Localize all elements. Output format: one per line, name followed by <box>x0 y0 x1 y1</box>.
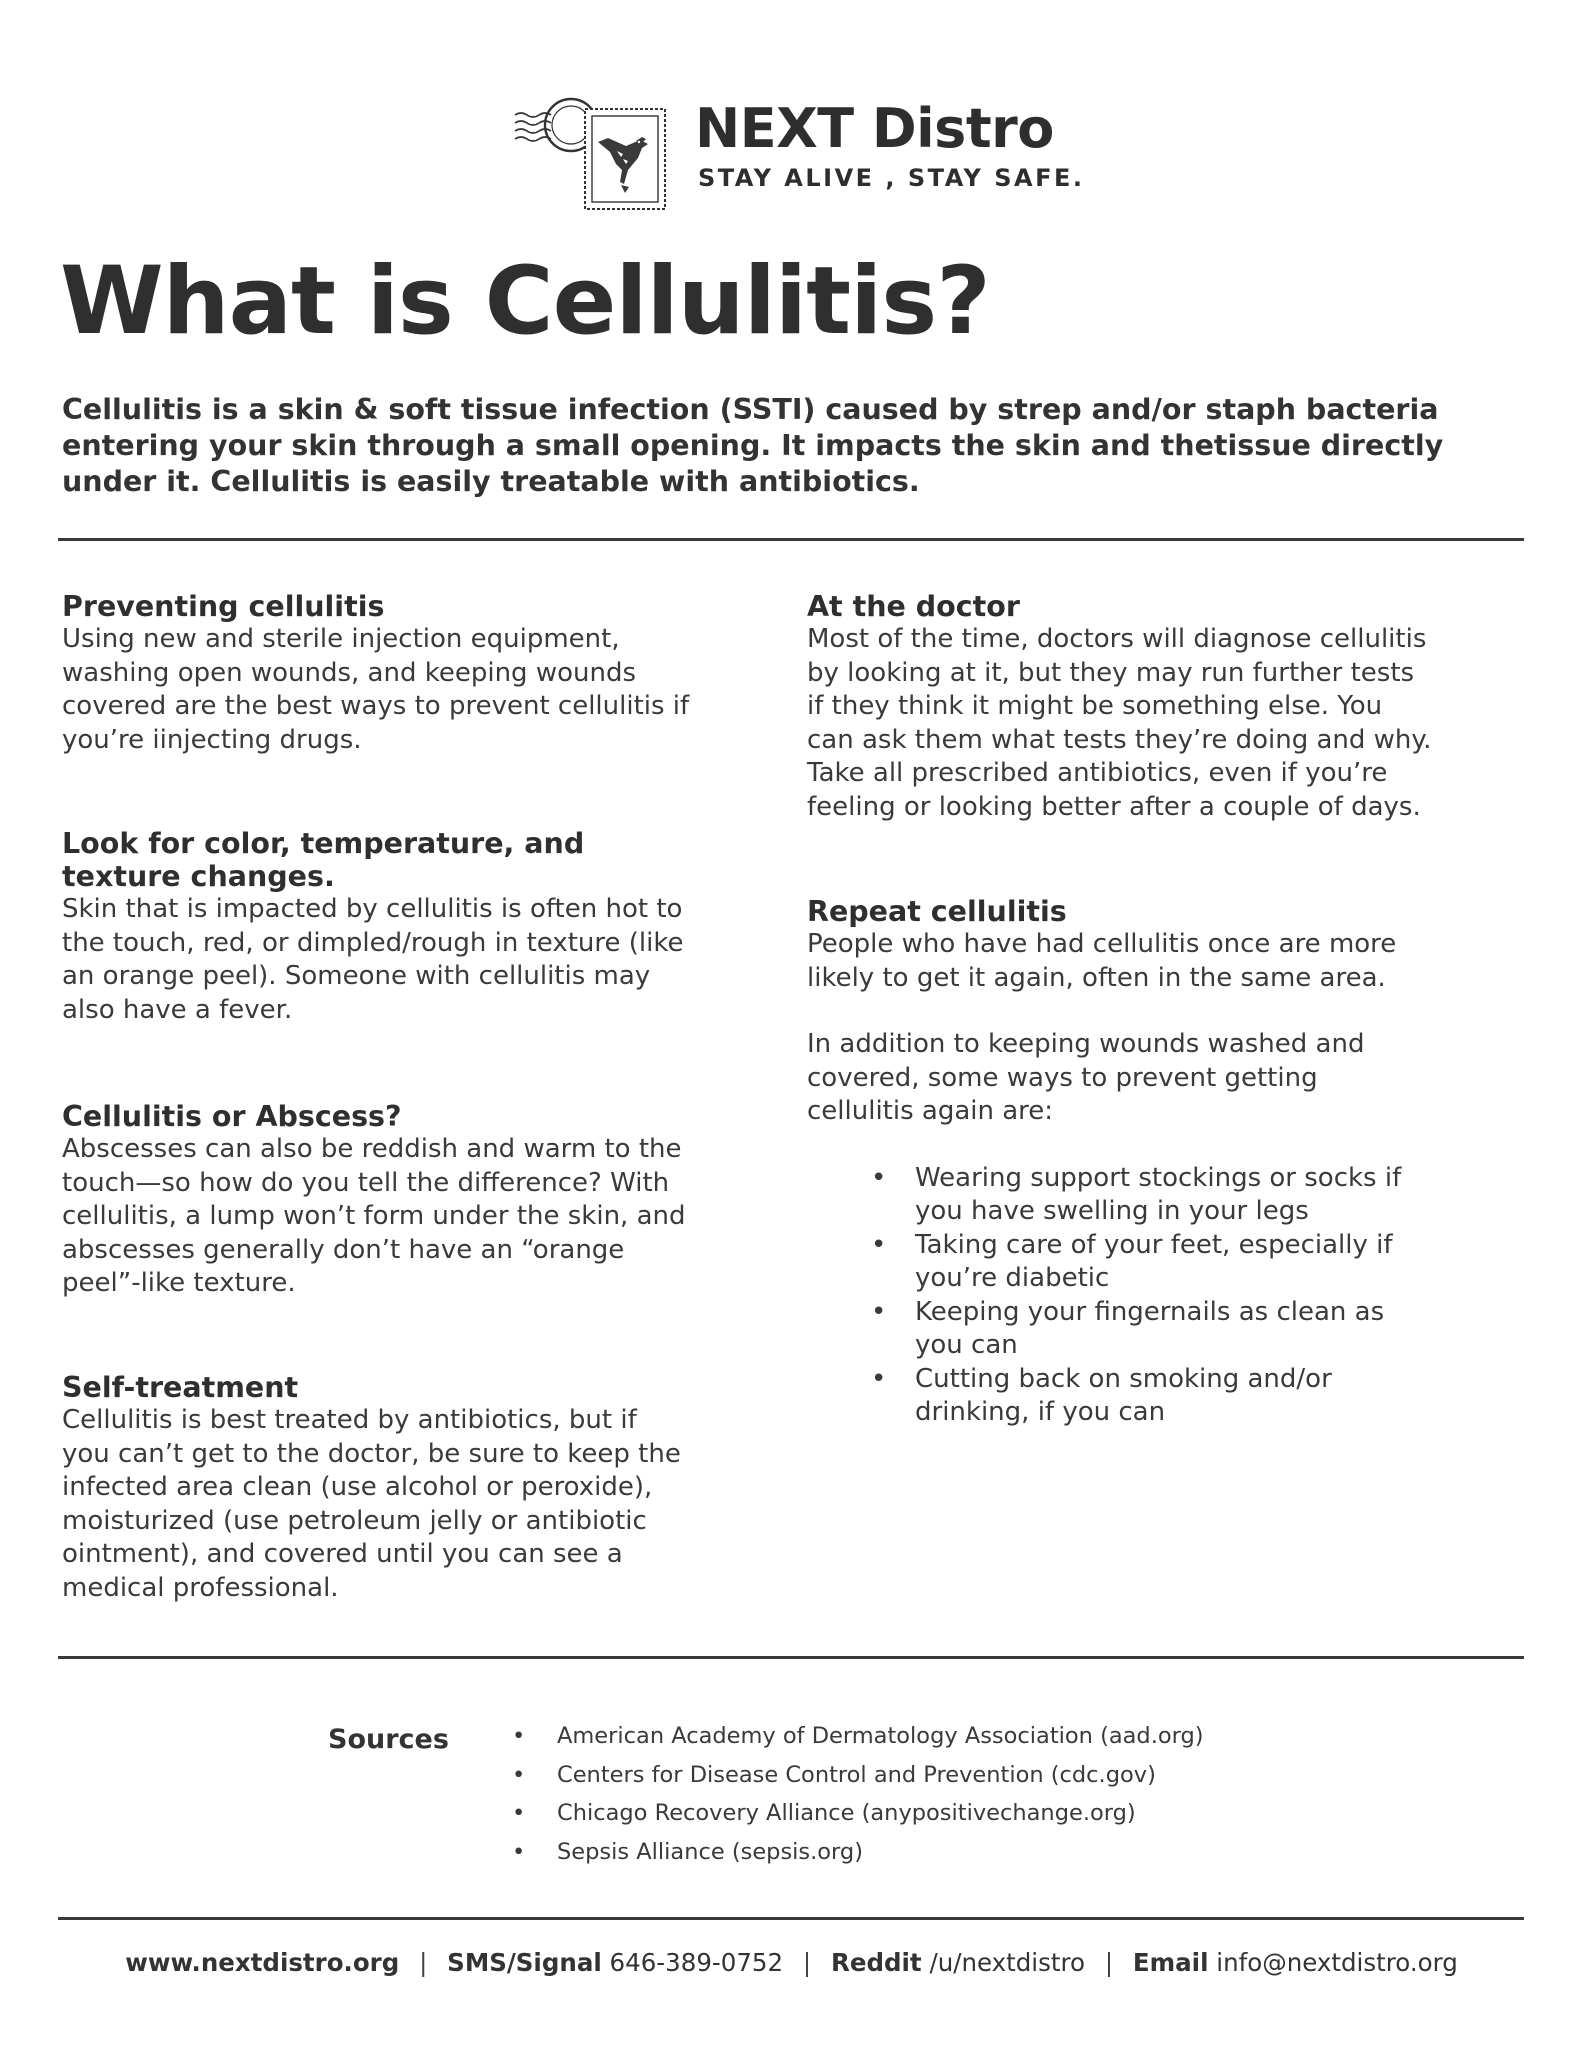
section-heading: Repeat cellulitis <box>807 895 1067 928</box>
intro-paragraph <box>62 392 1502 500</box>
section-text <box>62 893 782 1027</box>
section-heading <box>62 827 782 893</box>
section-repeat-cellulitis <box>807 895 1527 1430</box>
list-item: • Taking care of your feet, especially if you’re diabetic <box>915 1229 1527 1296</box>
text-line: cellulitis again are: <box>807 1096 1054 1126</box>
text-line: Using new and sterile injection equipment, <box>62 624 620 654</box>
sources-divider <box>58 1656 1524 1659</box>
section-heading: Self-treatment <box>62 1371 299 1404</box>
text-line: Abscesses can also be reddish and warm to the <box>62 1134 682 1164</box>
source-text: Sepsis Alliance (sepsis.org) <box>557 1838 863 1865</box>
text-line: cellulitis, a lump won’t form under the skin, and <box>62 1201 686 1231</box>
source-item: • Chicago Recovery Alliance (anypositivechange.org) <box>512 1800 1136 1826</box>
text-line: you’re diabetic <box>915 1263 1110 1293</box>
section-at-the-doctor <box>807 590 1527 824</box>
list-item: • Wearing support stockings or socks if you have swelling in your legs <box>915 1162 1527 1229</box>
text-line: abscesses generally don’t have an “orange <box>62 1234 625 1265</box>
brand-tagline: STAY ALIVE , STAY SAFE. <box>698 164 1085 192</box>
source-text: American Academy of Dermatology Association (aad.org) <box>557 1723 1204 1749</box>
website-link[interactable]: www.nextdistro.org <box>125 1948 400 1977</box>
reddit-label: Reddit <box>830 1948 922 1977</box>
reddit-link[interactable]: /u/nextdistro <box>929 1948 1086 1977</box>
section-look-for-changes <box>62 827 782 1027</box>
heading-line: Look for color, temperature, and <box>62 827 585 860</box>
footer-separator: | <box>419 1948 428 1977</box>
text-line: you’re iinjecting drugs. <box>62 724 362 755</box>
list-item: • Keeping your fingernails as clean as you can <box>915 1296 1527 1363</box>
list-item: • Cutting back on smoking and/or drinking, if you can <box>915 1363 1527 1430</box>
section-text <box>807 1028 1527 1129</box>
sources-label: Sources <box>328 1724 449 1755</box>
text-line: Cutting back on smoking and/or <box>915 1363 1332 1394</box>
source-text: Chicago Recovery Alliance (anypositivechange.org) <box>557 1800 1136 1826</box>
text-line: ointment), and covered until you can see a <box>62 1539 623 1569</box>
text-line: washing open wounds, and keeping wounds <box>62 657 637 688</box>
source-item: • Centers for Disease Control and Prevention (cdc.gov) <box>512 1761 1156 1788</box>
text-line: if they think it might be something else. You <box>807 691 1383 721</box>
text-line: you can’t get to the doctor, be sure to keep the <box>62 1438 681 1469</box>
footer-contact <box>0 1948 1583 1977</box>
postage-stamp-logo-icon <box>513 93 680 213</box>
text-line: In addition to keeping wounds washed and <box>807 1029 1365 1059</box>
intro-line: entering your skin through a small opening. It impacts the skin and thetissue directly <box>62 429 1444 462</box>
source-item: • Sepsis Alliance (sepsis.org) <box>512 1838 863 1865</box>
source-item: • American Academy of Dermatology Association (aad.org) <box>512 1723 1204 1749</box>
section-text <box>62 1133 782 1301</box>
source-text: Centers for Disease Control and Prevention (cdc.gov) <box>557 1761 1156 1788</box>
text-line: drinking, if you can <box>915 1397 1166 1427</box>
text-line: moisturized (use petroleum jelly or antibiotic <box>62 1505 647 1536</box>
text-line: Cellulitis is best treated by antibiotics, but if <box>62 1405 637 1435</box>
section-text <box>807 623 1527 824</box>
text-line: covered are the best ways to prevent cellulitis if <box>62 691 690 721</box>
text-line: by looking at it, but they may run further tests <box>807 657 1415 688</box>
text-line: you have swelling in your legs <box>915 1196 1309 1226</box>
section-self-treatment <box>62 1371 782 1605</box>
text-line: Keeping your fingernails as clean as <box>915 1296 1385 1327</box>
text-line: People who have had cellulitis once are more <box>807 929 1397 959</box>
section-cellulitis-or-abscess <box>62 1100 782 1301</box>
top-divider <box>58 538 1524 541</box>
section-text <box>807 928 1527 995</box>
section-heading: At the doctor <box>807 590 1020 623</box>
section-heading: Cellulitis or Abscess? <box>62 1100 402 1133</box>
page-title: What is Cellulitis? <box>60 247 990 356</box>
text-line: peel”-like texture. <box>62 1268 296 1298</box>
text-line: an orange peel). Someone with cellulitis may <box>62 961 651 991</box>
text-line: infected area clean (use alcohol or peroxide), <box>62 1472 653 1502</box>
text-line: can ask them what tests they’re doing and why. <box>807 724 1432 755</box>
text-line: the touch, red, or dimpled/rough in texture (like <box>62 927 684 958</box>
email-label: Email <box>1132 1948 1209 1977</box>
footer-separator: | <box>802 1948 812 1977</box>
text-line: Taking care of your feet, especially if <box>915 1229 1393 1260</box>
text-line: Wearing support stockings or socks if <box>915 1162 1402 1193</box>
sms-label: SMS/Signal <box>447 1948 602 1977</box>
text-line: you can <box>915 1330 1018 1360</box>
text-line: Skin that is impacted by cellulitis is often hot to <box>62 894 683 924</box>
text-line: also have a fever. <box>62 994 293 1025</box>
section-preventing <box>62 590 782 757</box>
intro-line: under it. Cellulitis is easily treatable with antibiotics. <box>62 465 920 498</box>
prevention-list <box>871 1162 1527 1430</box>
intro-line: Cellulitis is a skin & soft tissue infection (SSTI) caused by strep and/or staph bacteria <box>62 393 1439 426</box>
sms-number[interactable]: 646-389-0752 <box>609 1948 784 1977</box>
footer-separator: | <box>1104 1948 1114 1977</box>
section-heading: Preventing cellulitis <box>62 590 385 623</box>
text-line: touch—so how do you tell the difference? With <box>62 1167 670 1198</box>
heading-line: texture changes. <box>62 860 335 893</box>
email-link[interactable]: info@nextdistro.org <box>1216 1948 1458 1977</box>
text-line: Take all prescribed antibiotics, even if you’re <box>807 758 1388 788</box>
brand-name: NEXT Distro <box>695 97 1054 160</box>
text-line: Most of the time, doctors will diagnose cellulitis <box>807 624 1427 654</box>
footer-divider <box>58 1917 1524 1920</box>
section-text <box>62 1404 782 1605</box>
text-line: likely to get it again, often in the same area. <box>807 962 1386 993</box>
sources-list <box>512 1717 1204 1871</box>
section-text <box>62 623 782 757</box>
text-line: covered, some ways to prevent getting <box>807 1062 1318 1093</box>
text-line: feeling or looking better after a couple of days. <box>807 791 1421 822</box>
text-line: medical professional. <box>62 1572 339 1603</box>
